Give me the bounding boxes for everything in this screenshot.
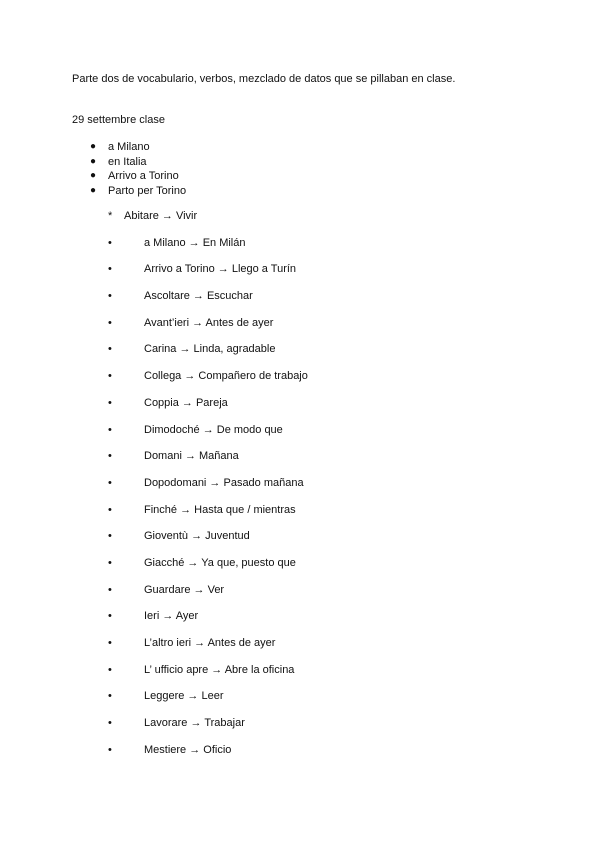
bullet-icon: •	[108, 476, 112, 489]
bullet-icon: ●	[90, 141, 97, 152]
bullet-icon: •	[108, 236, 112, 249]
bullet-icon: •	[108, 610, 112, 623]
vocab-text: Ascoltare → Escuchar	[144, 290, 253, 303]
bullet-icon: •	[108, 343, 112, 356]
bullet-icon: •	[108, 396, 112, 409]
list-item-text: en Italia	[108, 155, 147, 168]
vocab-text: L’ ufficio apre → Abre la oficina	[144, 663, 295, 676]
vocab-text: Dimodoché → De modo que	[144, 423, 283, 436]
bullet-icon: •	[108, 717, 112, 730]
bullet-icon: •	[108, 690, 112, 703]
list-item	[90, 169, 186, 184]
vocab-text: Giacché → Ya que, puesto que	[144, 556, 296, 569]
vocab-text: Coppia → Pareja	[144, 396, 228, 409]
vocab-text: Arrivo a Torino → Llego a Turín	[144, 263, 297, 276]
bullet-icon: •	[108, 663, 112, 676]
bullet-icon: •	[108, 423, 112, 436]
bullet-icon: ●	[90, 155, 97, 167]
list-item-text: Arrivo a Torino	[108, 170, 179, 183]
vocab-text: Guardare → Ver	[144, 583, 225, 596]
bullet-icon: •	[108, 316, 112, 329]
list-item	[90, 140, 186, 155]
bullet-icon: •	[108, 637, 112, 649]
vocab-text: L’altro ieri → Antes de ayer	[144, 637, 276, 649]
bullet-icon: •	[108, 530, 112, 543]
bullet-icon: •	[108, 583, 112, 596]
list-item	[90, 155, 186, 170]
list-item-text: a Milano	[108, 141, 150, 153]
vocab-text: Avant’ieri → Antes de ayer	[144, 316, 274, 329]
vocab-text: Dopodomani → Pasado mañana	[144, 476, 304, 489]
bullet-icon: •	[108, 263, 112, 276]
vocab-text: Mestiere → Oficio	[144, 743, 232, 756]
bullet-icon: •	[108, 450, 112, 463]
intro-text: Parte dos de vocabulario, verbos, mezclado de datos que se pillaban en clase.	[72, 73, 456, 85]
vocab-text: a Milano → En Milán	[144, 236, 246, 249]
vocab-text: Collega → Compañero de trabajo	[144, 370, 308, 383]
bullet-icon: •	[108, 290, 112, 303]
list-item-text: Parto per Torino	[108, 184, 187, 197]
asterisk-icon: *	[108, 210, 113, 222]
bullet-icon: •	[108, 503, 112, 516]
vocab-text: Finché → Hasta que / mientras	[144, 503, 296, 516]
vocab-text: Ieri → Ayer	[144, 610, 199, 623]
bullet-icon: •	[108, 556, 112, 569]
bullet-icon: •	[108, 370, 112, 383]
date-heading: 29 settembre clase	[72, 114, 165, 126]
bullet-icon: •	[108, 743, 112, 756]
vocab-text: Gioventù → Juventud	[144, 530, 250, 543]
vocab-text: Lavorare → Trabajar	[144, 717, 245, 730]
vocab-text: Leggere → Leer	[144, 690, 224, 703]
vocab-text: Abitare → Vivir	[124, 210, 198, 222]
bullet-list	[90, 140, 186, 198]
bullet-icon: ●	[90, 170, 97, 182]
list-item	[90, 184, 186, 199]
vocab-text: Carina → Linda, agradable	[144, 343, 276, 356]
bullet-icon: ●	[90, 184, 97, 196]
vocab-text: Domani → Mañana	[144, 450, 239, 463]
